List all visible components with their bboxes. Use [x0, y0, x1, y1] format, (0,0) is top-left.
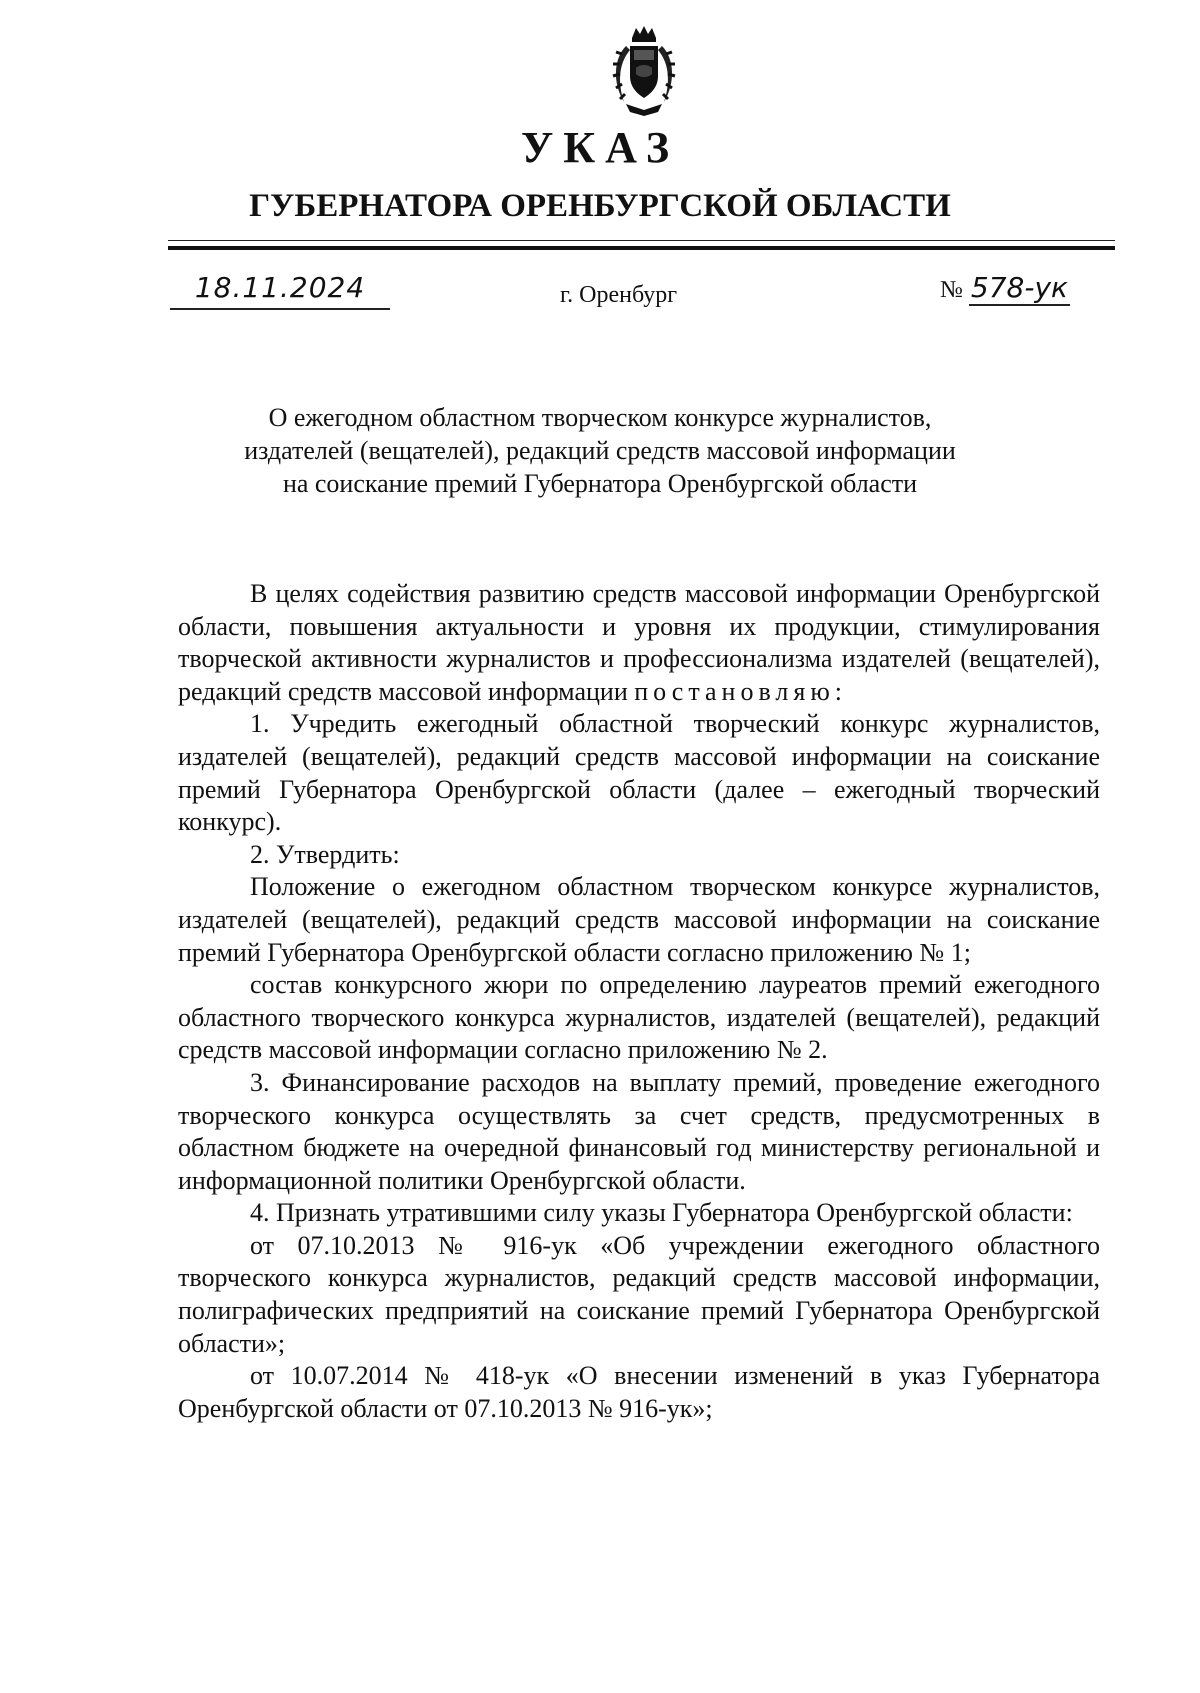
subject-line: О ежегодном областном творческом конкурсе журналистов, [268, 403, 932, 432]
clause-4: 4. Признать утратившими силу указы Губернатора Оренбургской области: [250, 1198, 1073, 1228]
number-sign: № [940, 277, 963, 303]
preamble-paragraph [178, 578, 1100, 708]
decree-date: 18.11.2024 [170, 268, 390, 310]
clause-2-item-2: состав конкурсного жюри по определению лауреатов премий ежегодного областного творческого конкурса журналистов, издателей (вещателей), редакций средств массовой информации согласно приложению № 2. [178, 970, 1100, 1065]
decree-number [940, 270, 1070, 308]
issuer-title: ГУБЕРНАТОРА ОРЕНБУРГСКОЙ ОБЛАСТИ [249, 188, 951, 224]
header-divider-thick [168, 246, 1115, 250]
subject-line: на соискание премий Губернатора Оренбургской области [282, 469, 918, 498]
clause-2: 2. Утвердить: [250, 839, 400, 869]
decree-city: г. Оренбург [560, 282, 678, 308]
preamble-keyword: постановляю: [634, 676, 847, 706]
clause-1: 1. Учредить ежегодный областной творческий конкурс журналистов, издателей (вещателей), редакций средств массовой информации на соискание премий Губернатора Оренбургской области (далее – ежегодный творческий конкурс). [178, 709, 1100, 837]
decree-subject [180, 401, 1020, 500]
clause-4-item-2: от 10.07.2014 № 418-ук «О внесении изменений в указ Губернатора Оренбургской области от 07.10.2013 № 916-ук»; [178, 1361, 1100, 1423]
preamble-text: В целях содействия развитию средств массовой информации Оренбургской области, повышения актуальности и уровня их продукции, стимулирования творческой активности журналистов и профессионализма издателей (вещателей), редакций средств массовой информации [178, 579, 1100, 706]
clause-2-item-1: Положение о ежегодном областном творческом конкурсе журналистов, издателей (вещателей), редакций средств массовой информации на соискание премий Губернатора Оренбургской области согласно приложению № 1; [178, 872, 1100, 967]
number-value: 578-ук [970, 271, 1068, 304]
clause-4-item-1: от 07.10.2013 № 916-ук «Об учреждении ежегодного областного творческого конкурса журналистов, редакций средств массовой информации, полиграфических предприятий на соискание премий Губернатора Оренбургской области»; [178, 1230, 1100, 1358]
subject-line: издателей (вещателей), редакций средств массовой информации [244, 436, 956, 465]
decree-body [178, 578, 1100, 1425]
coat-of-arms-icon [596, 24, 692, 120]
header-divider-thin [168, 240, 1115, 241]
clause-3: 3. Финансирование расходов на выплату премий, проведение ежегодного творческого конкурса осуществлять за счет средств, предусмотренных в областном бюджете на очередной финансовый год министерству региональной и информационной политики Оренбургской области. [178, 1067, 1100, 1195]
document-type-title: УКАЗ [520, 123, 680, 172]
